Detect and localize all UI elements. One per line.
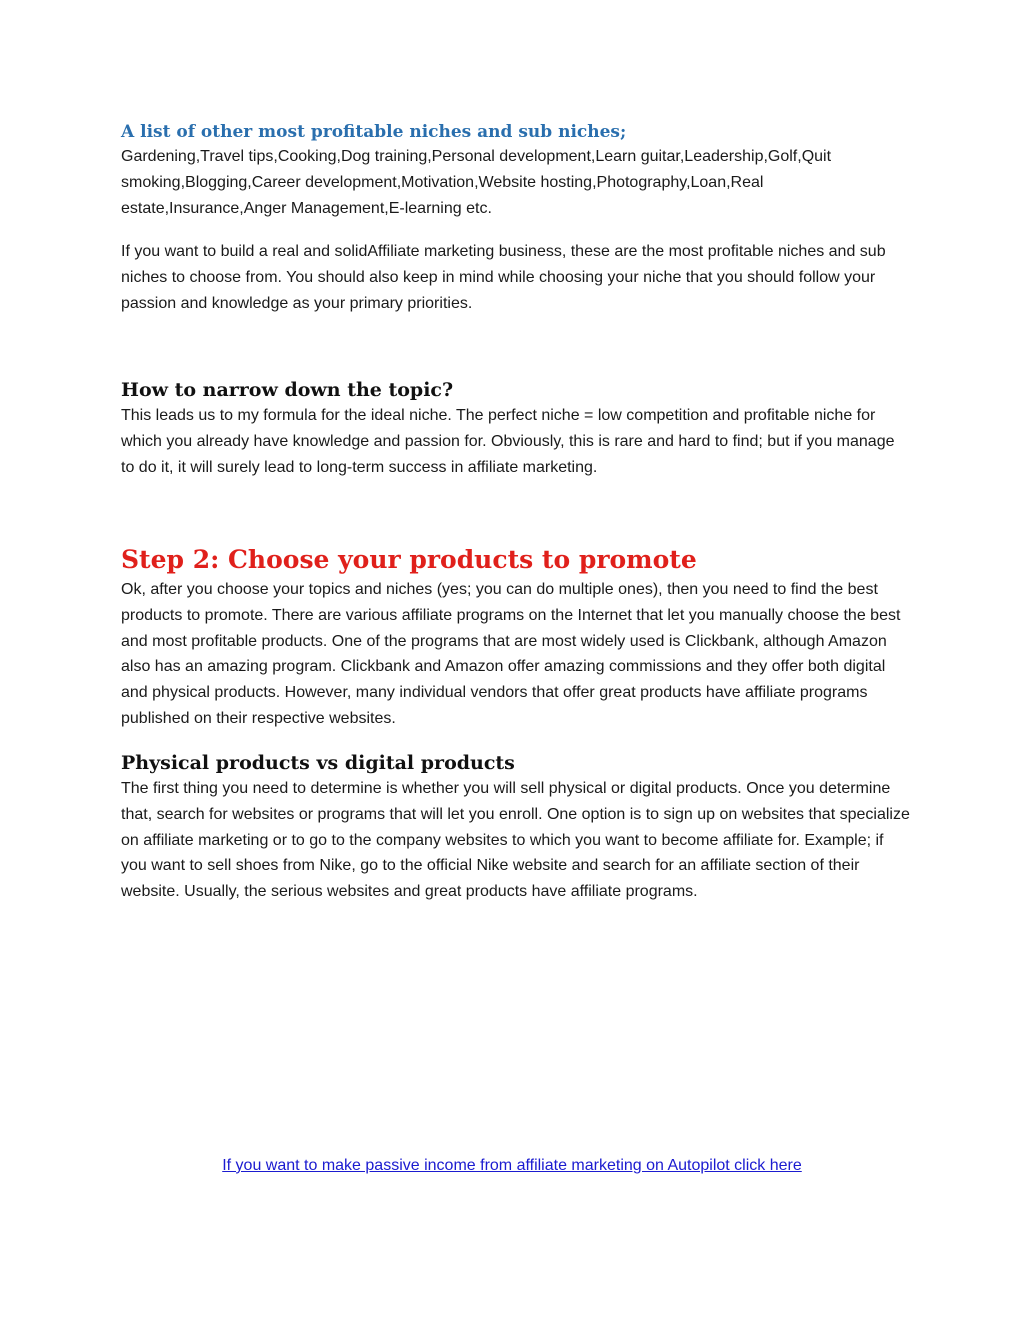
niches-advice-section (121, 239, 911, 316)
niches-heading: A list of other most profitable niches and sub niches; (121, 122, 627, 142)
narrow-section (121, 377, 911, 480)
autopilot-link[interactable]: If you want to make passive income from affiliate marketing on Autopilot click here (222, 1157, 802, 1174)
step2-heading: Step 2: Choose your products to promote (121, 545, 697, 574)
step2-paragraph: Ok, after you choose your topics and niches (yes; you can do multiple ones), then you need to find the best products to promote. There are various affiliate programs on the Internet that let you manually choose the best and most profitable products. One of the programs that are most widely used is Clickbank, although Amazon also has an amazing program. Clickbank and Amazon offer amazing commissions and they offer both digital and physical products. However, many individual vendors that offer great products have affiliate programs published on their respective websites. (121, 581, 901, 727)
narrow-paragraph: This leads us to my formula for the ideal niche. The perfect niche = low competition and profitable niche for which you already have knowledge and passion for. Obviously, this is rare and hard to find; but if you manage to do it, it will surely lead to long-term success in affiliate marketing. (121, 407, 895, 476)
physical-paragraph: The first thing you need to determine is whether you will sell physical or digital products. Once you determine that, search for websites or programs that will let you enroll. One option is to sign up on websites that specialize on affiliate marketing or to go to the company websites to which you want to become affiliate for. Example; if you want to sell shoes from Nike, go to the official Nike website and search for an affiliate section of their website. Usually, the serious websites and great products have affiliate programs. (121, 780, 910, 901)
footer (0, 1157, 1024, 1175)
physical-heading: Physical products vs digital products (121, 752, 515, 774)
physical-section (121, 750, 911, 905)
niches-section (121, 120, 911, 221)
niches-list: Gardening,Travel tips,Cooking,Dog training,Personal development,Learn guitar,Leadership,Golf,Quit smoking,Blogging,Career development,Motivation,Website hosting,Photography,Loan,Real estate,Insurance,Anger Management,E-learning etc. (121, 148, 832, 217)
step2-section (121, 543, 911, 732)
narrow-heading: How to narrow down the topic? (121, 379, 454, 401)
niches-paragraph: If you want to build a real and solidAffiliate marketing business, these are the most profitable niches and sub niches to choose from. You should also keep in mind while choosing your niche that you should follow your passion and knowledge as your primary priorities. (121, 243, 886, 312)
